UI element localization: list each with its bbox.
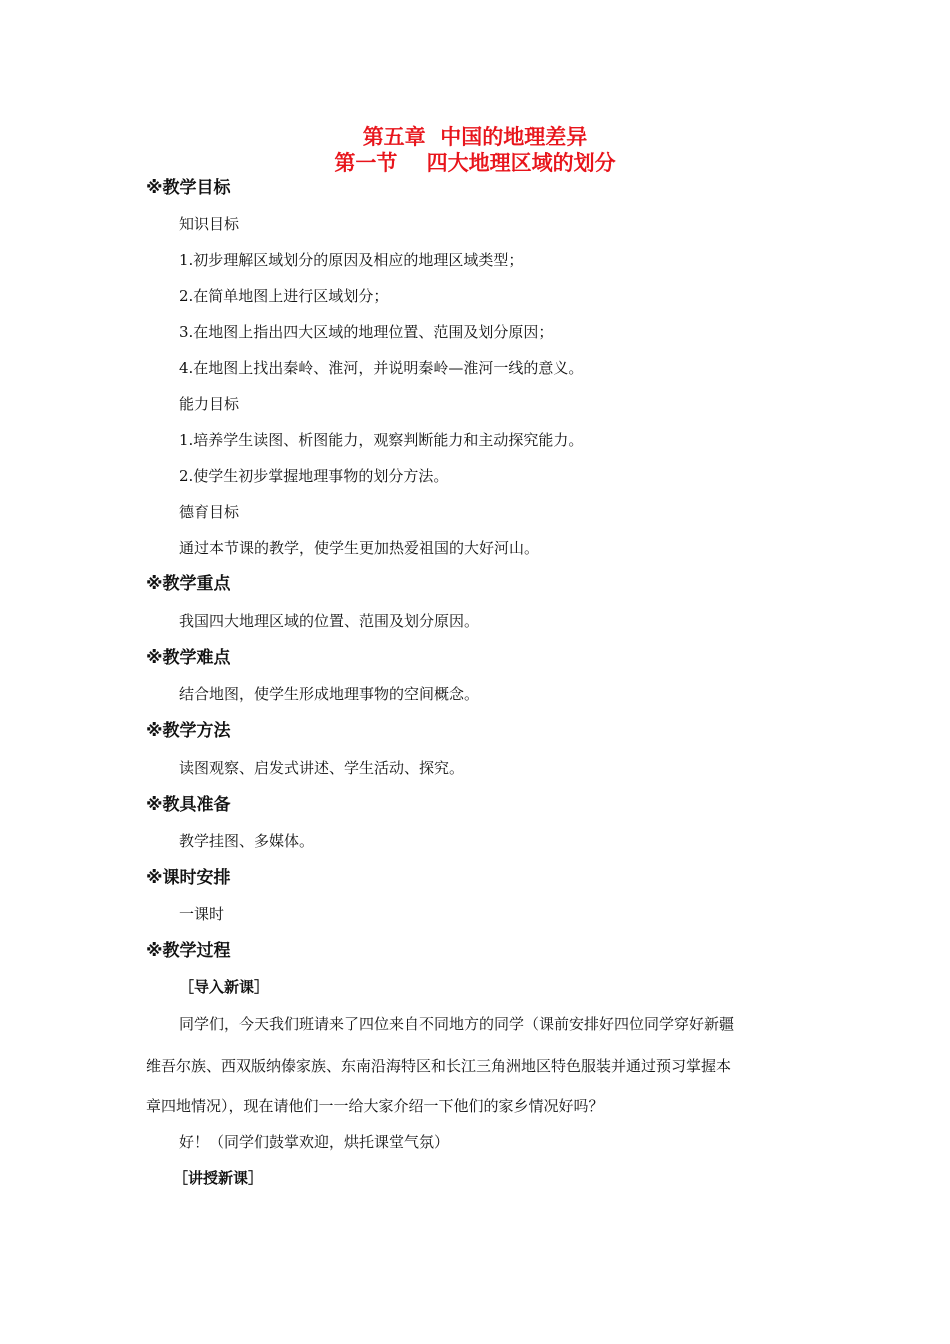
ability-objectives-label: 能力目标 — [179, 395, 240, 413]
difficulties-text: 结合地图，使学生形成地理事物的空间概念。 — [179, 685, 480, 703]
knowledge-item-2: 2.在简单地图上进行区域划分； — [179, 287, 389, 305]
ability-item-1: 1.培养学生读图、析图能力，观察判断能力和主动探究能力。 — [179, 431, 584, 449]
heading-objectives: ※教学目标 — [146, 178, 231, 198]
heading-methods: ※教学方法 — [146, 721, 231, 741]
moral-objectives-label: 德育目标 — [179, 503, 240, 521]
heading-process: ※教学过程 — [146, 941, 231, 961]
methods-text: 读图观察、启发式讲述、学生活动、探究。 — [179, 759, 465, 777]
section-title: 第一节 四大地理区域的划分 — [334, 151, 616, 175]
tools-text: 教学挂图、多媒体。 — [179, 832, 315, 850]
knowledge-item-1: 1.初步理解区域划分的原因及相应的地理区域类型； — [179, 251, 524, 269]
schedule-text: 一课时 — [179, 905, 225, 923]
heading-tools: ※教具准备 — [146, 795, 231, 815]
knowledge-item-4: 4.在地图上找出秦岭、淮河，并说明秦岭—淮河一线的意义。 — [179, 359, 584, 377]
key-points-text: 我国四大地理区域的位置、范围及划分原因。 — [179, 612, 480, 630]
knowledge-objectives-label: 知识目标 — [179, 215, 240, 233]
lecture-label: ［讲授新课］ — [173, 1169, 264, 1187]
intro-line-1: 同学们，今天我们班请来了四位来自不同地方的同学（课前安排好四位同学穿好新疆 — [179, 1015, 735, 1033]
chapter-title: 第五章 中国的地理差异 — [362, 125, 588, 149]
response-text: 好！（同学们鼓掌欢迎，烘托课堂气氛） — [179, 1133, 450, 1151]
heading-difficulties: ※教学难点 — [146, 648, 231, 668]
moral-objectives-text: 通过本节课的教学，使学生更加热爱祖国的大好河山。 — [179, 539, 540, 557]
ability-item-2: 2.使学生初步掌握地理事物的划分方法。 — [179, 467, 449, 485]
heading-schedule: ※课时安排 — [146, 868, 231, 888]
knowledge-item-3: 3.在地图上指出四大区域的地理位置、范围及划分原因； — [179, 323, 554, 341]
intro-line-3: 章四地情况），现在请他们一一给大家介绍一下他们的家乡情况好吗？ — [146, 1097, 604, 1115]
intro-label: ［导入新课］ — [179, 978, 270, 996]
heading-key-points: ※教学重点 — [146, 574, 231, 594]
intro-line-2: 维吾尔族、西双版纳傣家族、东南沿海特区和长江三角洲地区特色服装并通过预习掌握本 — [146, 1057, 732, 1075]
